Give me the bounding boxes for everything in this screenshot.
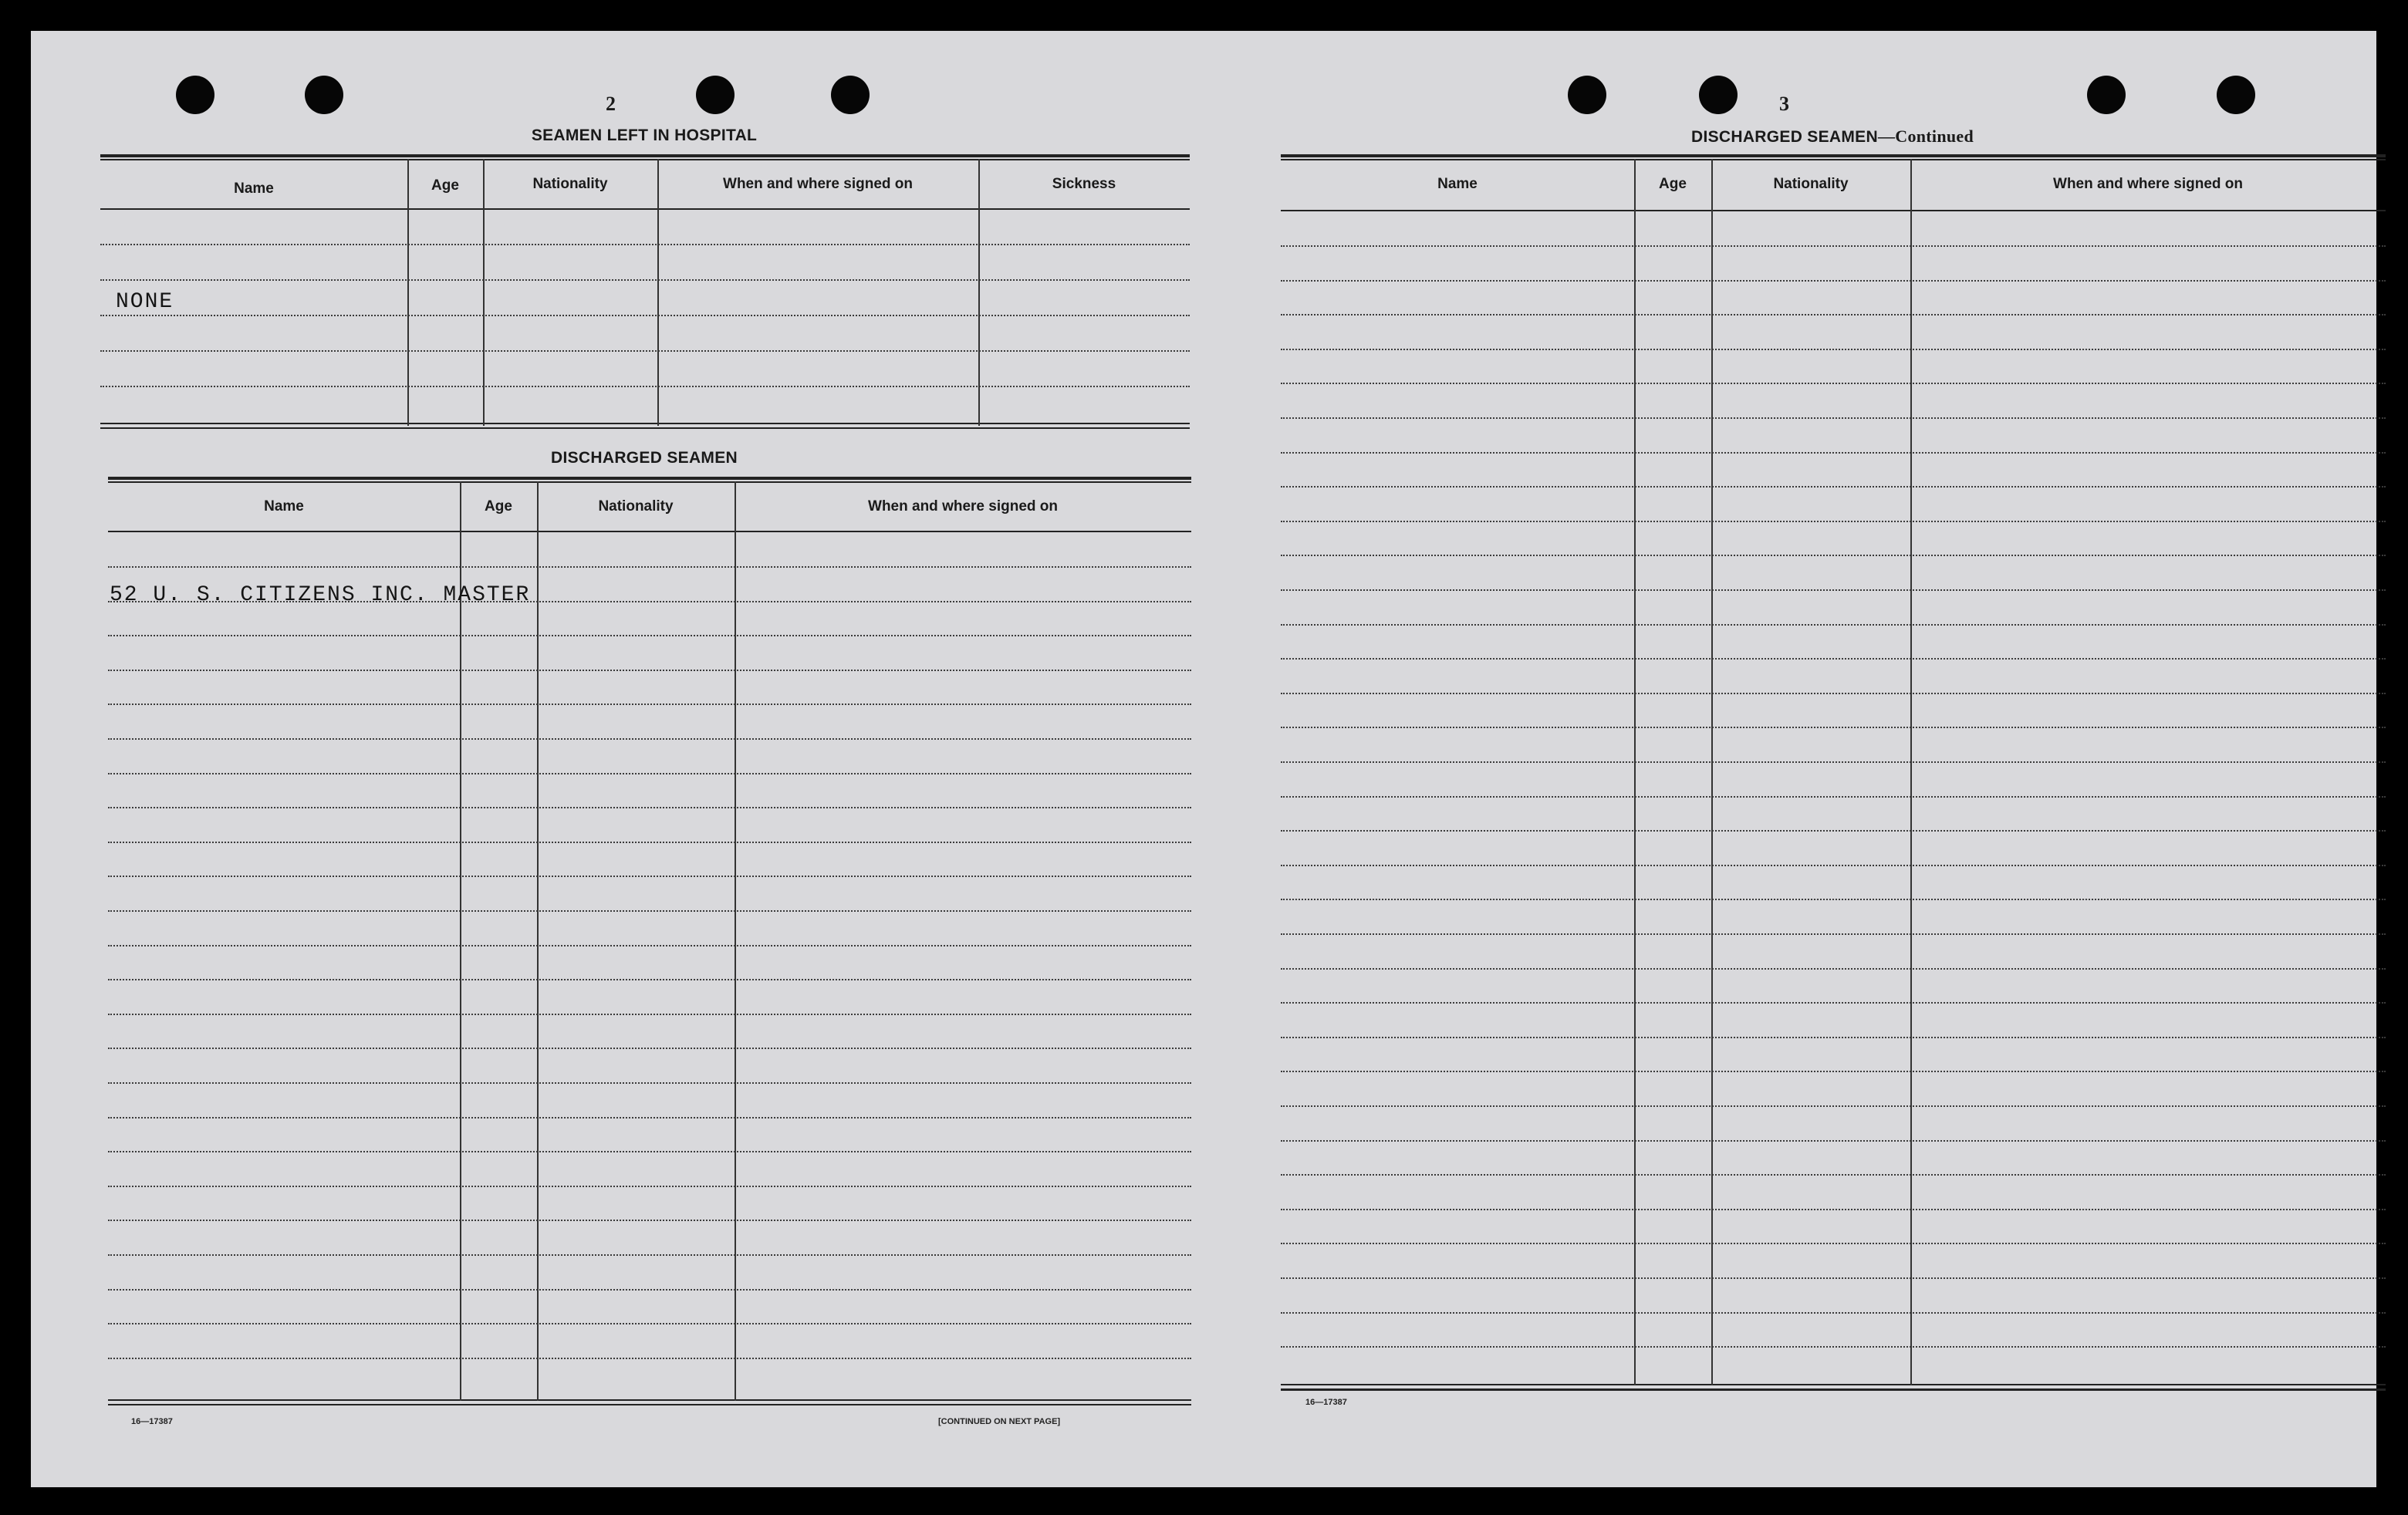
- form-number-right: 16—17387: [1305, 1398, 1347, 1407]
- ruled-line: [1281, 280, 2386, 282]
- hospital-title: SEAMEN LEFT IN HOSPITAL: [531, 127, 758, 144]
- ruled-line: [1281, 521, 2386, 522]
- ruled-line: [108, 1082, 1191, 1084]
- ruled-line: [1281, 1105, 2386, 1107]
- ruled-line: [108, 1186, 1191, 1187]
- discharged-col-age: Age: [485, 498, 512, 515]
- continued-col-signed-on: When and where signed on: [2053, 176, 2243, 192]
- ruled-line: [1281, 486, 2386, 488]
- ruled-line: [1281, 1312, 2386, 1314]
- discharged-continued-title: [1281, 127, 2384, 147]
- ruled-line: [1281, 830, 2386, 832]
- punch-hole: [2087, 76, 2126, 114]
- ruled-line: [108, 842, 1191, 843]
- ruled-line: [1281, 589, 2386, 591]
- discharged-col-nationality: Nationality: [598, 498, 674, 515]
- punch-hole: [305, 76, 343, 114]
- ruled-line: [1281, 555, 2386, 556]
- ruled-line: [108, 910, 1191, 912]
- continued-col-age: Age: [1659, 176, 1687, 192]
- ruled-line: [1281, 1277, 2386, 1279]
- ruled-line: [1281, 417, 2386, 419]
- punch-hole: [1699, 76, 1738, 114]
- continued-note: [CONTINUED ON NEXT PAGE]: [938, 1417, 1061, 1426]
- hospital-col-nationality: Nationality: [532, 176, 608, 192]
- ruled-line: [1281, 1037, 2386, 1038]
- ruled-line: [108, 876, 1191, 877]
- ruled-line: [1281, 1071, 2386, 1072]
- ruled-line: [108, 945, 1191, 946]
- ruled-line: [1281, 314, 2386, 315]
- punch-hole: [1568, 76, 1606, 114]
- ruled-line: [108, 1289, 1191, 1291]
- discharged-title: DISCHARGED SEAMEN: [551, 449, 738, 467]
- ruled-line: [108, 1358, 1191, 1359]
- punch-hole: [831, 76, 870, 114]
- discharged-continued-title-suffix: —Continued: [1877, 127, 1974, 146]
- ruled-line: [1281, 1002, 2386, 1004]
- ruled-line: [108, 670, 1191, 671]
- hospital-col-age: Age: [431, 177, 459, 194]
- punch-hole: [696, 76, 735, 114]
- ruled-line: [108, 738, 1191, 740]
- hospital-col-name: Name: [234, 181, 274, 197]
- ruled-line: [1281, 658, 2386, 660]
- ruled-line: [108, 807, 1191, 808]
- ruled-line: [108, 979, 1191, 980]
- ruled-line: [1281, 727, 2386, 728]
- document-sheet: [31, 31, 2376, 1487]
- ruled-line: [1281, 452, 2386, 454]
- ruled-line: [1281, 1346, 2386, 1348]
- ruled-line: [108, 704, 1191, 705]
- ruled-line: [1281, 933, 2386, 935]
- ruled-line: [1281, 1243, 2386, 1244]
- ruled-line: [1281, 349, 2386, 350]
- ruled-line: [108, 773, 1191, 774]
- discharged-col-name: Name: [264, 498, 304, 515]
- ruled-line: [1281, 1174, 2386, 1176]
- ruled-line: [108, 1220, 1191, 1221]
- ruled-line: [108, 1254, 1191, 1256]
- discharged-col-signed-on: When and where signed on: [868, 498, 1058, 515]
- discharged-continued-title-main: DISCHARGED SEAMEN: [1690, 128, 1878, 146]
- punch-hole: [2217, 76, 2255, 114]
- ruled-line: [108, 635, 1191, 636]
- ruled-line: [1281, 968, 2386, 970]
- page-number-right: 3: [1779, 93, 1789, 115]
- ruled-line: [108, 1151, 1191, 1152]
- continued-col-nationality: Nationality: [1773, 176, 1849, 192]
- ruled-line: [1281, 1140, 2386, 1142]
- hospital-col-signed-on: When and where signed on: [723, 176, 913, 192]
- ruled-line: [108, 1014, 1191, 1015]
- ruled-line: [1281, 1209, 2386, 1210]
- ruled-line: [108, 566, 1191, 568]
- ruled-line: [1281, 761, 2386, 763]
- ruled-line: [1281, 796, 2386, 798]
- hospital-entry: NONE: [116, 290, 174, 314]
- continued-col-name: Name: [1437, 176, 1478, 192]
- hospital-col-sickness: Sickness: [1052, 176, 1116, 192]
- ruled-line: [1281, 245, 2386, 247]
- punch-hole: [176, 76, 214, 114]
- ruled-line: [1281, 865, 2386, 866]
- ruled-line: [1281, 693, 2386, 694]
- page-number-left: 2: [606, 93, 616, 115]
- ruled-line: [108, 1048, 1191, 1049]
- ruled-line: [1281, 624, 2386, 626]
- discharged-entry: 52 U. S. CITIZENS INC. MASTER: [110, 583, 531, 607]
- ruled-line: [1281, 383, 2386, 384]
- ruled-line: [108, 1323, 1191, 1324]
- ruled-line: [1281, 899, 2386, 900]
- ruled-line: [108, 1117, 1191, 1119]
- form-number-left: 16—17387: [131, 1417, 173, 1426]
